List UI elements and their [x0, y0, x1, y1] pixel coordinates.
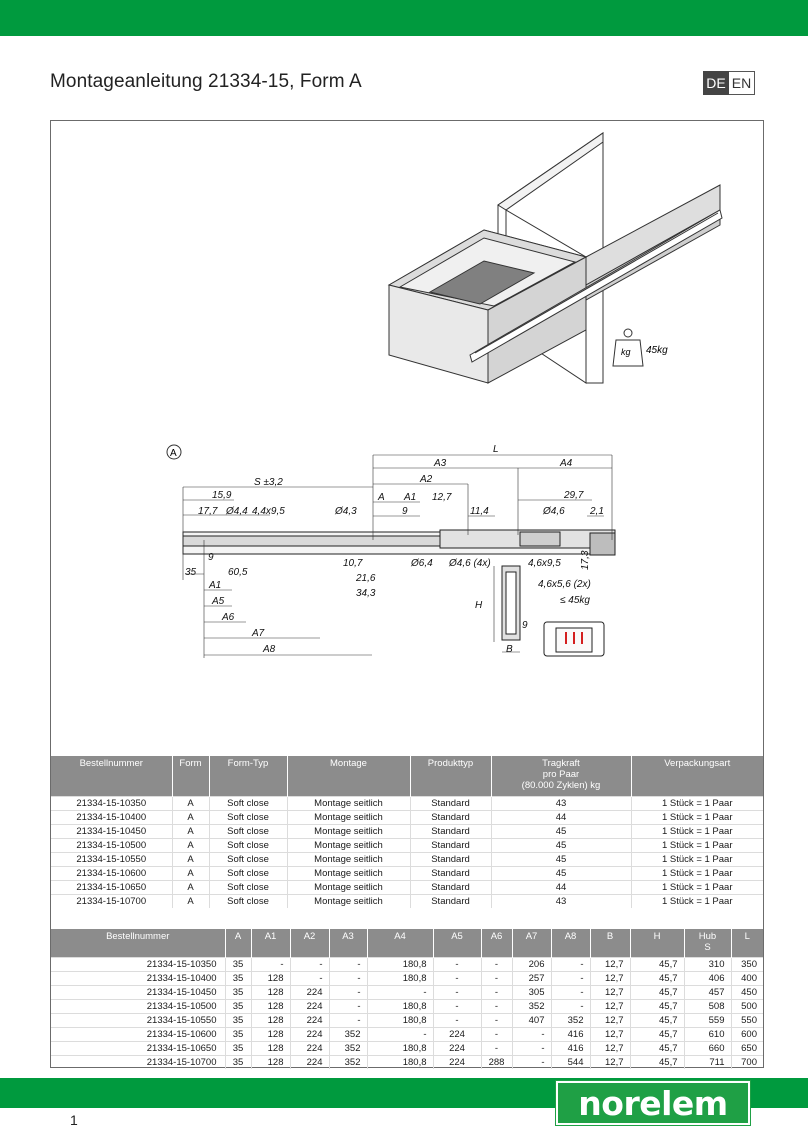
col-header: A: [225, 929, 251, 957]
dim-label: 10,7: [343, 558, 363, 569]
table-cell: 21334-15-10400: [51, 810, 172, 824]
table-cell: 1 Stück = 1 Paar: [631, 866, 763, 880]
table-cell: 45,7: [630, 999, 684, 1013]
table-cell: 180,8: [367, 1013, 433, 1027]
table-cell: Montage seitlich: [287, 866, 410, 880]
table-cell: Standard: [410, 838, 491, 852]
table-cell: 1 Stück = 1 Paar: [631, 880, 763, 894]
table-cell: 180,8: [367, 957, 433, 971]
table-cell: Soft close: [209, 894, 287, 908]
table-cell: 128: [251, 1027, 290, 1041]
table-cell: Standard: [410, 824, 491, 838]
table-cell: -: [551, 971, 590, 985]
dim-label: A3: [434, 458, 447, 469]
dim-label: B: [506, 644, 513, 655]
table-cell: Montage seitlich: [287, 810, 410, 824]
table-cell: 257: [512, 971, 551, 985]
table-cell: 21334-15-10450: [51, 824, 172, 838]
table-cell: -: [433, 971, 481, 985]
col-header: B: [590, 929, 630, 957]
table-cell: 12,7: [590, 1055, 630, 1069]
table-cell: -: [433, 1013, 481, 1027]
table-cell: A: [172, 824, 209, 838]
table-row: [51, 1027, 763, 1041]
col-header: A4: [367, 929, 433, 957]
dim-label: Ø4,6: [543, 506, 565, 517]
table-cell: Montage seitlich: [287, 796, 410, 810]
dim-label: Ø4,4: [226, 506, 248, 517]
dim-label: 29,7: [564, 490, 584, 501]
dim-label: Ø6,4: [411, 558, 433, 569]
table-cell: -: [433, 957, 481, 971]
table-row: [51, 852, 763, 866]
table-cell: 1 Stück = 1 Paar: [631, 894, 763, 908]
table-cell: 352: [329, 1055, 367, 1069]
table-cell: Standard: [410, 866, 491, 880]
table-cell: 45,7: [630, 1013, 684, 1027]
table-cell: -: [367, 1027, 433, 1041]
cabinet-illustration: [389, 133, 722, 383]
rail-cross-section: [502, 566, 520, 640]
table-cell: 35: [225, 971, 251, 985]
table-cell: 21334-15-10550: [51, 852, 172, 866]
col-header: A8: [551, 929, 590, 957]
col-header: A6: [481, 929, 512, 957]
table-cell: 12,7: [590, 985, 630, 999]
table-row: [51, 971, 763, 985]
table-cell: 21334-15-10450: [51, 985, 225, 999]
table-row: [51, 810, 763, 824]
table-cell: Soft close: [209, 810, 287, 824]
dim-label: 4,6x5,6 (2x): [538, 579, 591, 590]
table-cell: 21334-15-10600: [51, 866, 172, 880]
table-cell: -: [481, 1013, 512, 1027]
table-cell: 35: [225, 999, 251, 1013]
dim-label: 17,3: [580, 550, 591, 570]
table-row: [51, 1013, 763, 1027]
table-cell: 35: [225, 1027, 251, 1041]
table-cell: 128: [251, 999, 290, 1013]
table-cell: 35: [225, 1041, 251, 1055]
table-cell: 21334-15-10650: [51, 1041, 225, 1055]
table-cell: 224: [290, 985, 329, 999]
table-cell: 610: [684, 1027, 731, 1041]
table-cell: 1 Stück = 1 Paar: [631, 852, 763, 866]
dim-label: 2,1: [590, 506, 604, 517]
view-marker-label: A: [170, 448, 177, 459]
table-cell: 44: [491, 880, 631, 894]
load-capacity-label: 45kg: [646, 345, 668, 356]
dim-label: S ±3,2: [254, 477, 283, 488]
table-cell: 45,7: [630, 1055, 684, 1069]
dim-label: ≤ 45kg: [560, 595, 590, 606]
table-cell: 45,7: [630, 971, 684, 985]
dim-label: A5: [212, 596, 225, 607]
table-cell: 128: [251, 985, 290, 999]
col-header: Bestellnummer: [51, 929, 225, 957]
table-cell: 500: [731, 999, 763, 1013]
table-cell: 21334-15-10700: [51, 894, 172, 908]
table-cell: 45: [491, 852, 631, 866]
dim-label: 34,3: [356, 588, 376, 599]
lang-en-button[interactable]: EN: [729, 71, 755, 95]
table-row: [51, 999, 763, 1013]
table-cell: 544: [551, 1055, 590, 1069]
col-header: Form-Typ: [209, 756, 287, 796]
table-cell: -: [481, 1027, 512, 1041]
table-row: [51, 824, 763, 838]
table-cell: 128: [251, 971, 290, 985]
dim-label: 4,6x9,5: [528, 558, 561, 569]
table-cell: 45,7: [630, 985, 684, 999]
table-cell: -: [481, 957, 512, 971]
table-cell: 12,7: [590, 1013, 630, 1027]
table-header-row: [51, 756, 763, 796]
col-header: Hub S: [684, 929, 731, 957]
dim-label: 17,7: [198, 506, 218, 517]
table-cell: Soft close: [209, 838, 287, 852]
brand-name: norelem: [578, 1083, 728, 1123]
page-number: 1: [70, 1112, 78, 1128]
table-cell: -: [512, 1027, 551, 1041]
dim-label: 35: [185, 567, 197, 578]
dim-label: A6: [222, 612, 235, 623]
table-cell: 224: [290, 1041, 329, 1055]
table-cell: 352: [551, 1013, 590, 1027]
table-cell: A: [172, 880, 209, 894]
table-cell: Soft close: [209, 824, 287, 838]
table-row: [51, 796, 763, 810]
table-row: [51, 838, 763, 852]
table-cell: 35: [225, 985, 251, 999]
table-cell: 21334-15-10550: [51, 1013, 225, 1027]
dim-label: A4: [560, 458, 573, 469]
table-row: [51, 985, 763, 999]
table-cell: 224: [290, 1055, 329, 1069]
table-cell: 128: [251, 1055, 290, 1069]
table-cell: A: [172, 810, 209, 824]
table-cell: 1 Stück = 1 Paar: [631, 796, 763, 810]
table-cell: 12,7: [590, 999, 630, 1013]
table-cell: Soft close: [209, 866, 287, 880]
table-cell: 180,8: [367, 971, 433, 985]
table-cell: Soft close: [209, 852, 287, 866]
table-cell: Montage seitlich: [287, 894, 410, 908]
slide-rail: [183, 530, 615, 555]
table-cell: -: [433, 999, 481, 1013]
col-header: A5: [433, 929, 481, 957]
table-cell: Soft close: [209, 796, 287, 810]
table-cell: 600: [731, 1027, 763, 1041]
table-cell: -: [512, 1055, 551, 1069]
dim-label: L: [493, 444, 499, 455]
table-cell: -: [329, 971, 367, 985]
table-cell: 45: [491, 866, 631, 880]
table-cell: 180,8: [367, 1055, 433, 1069]
table-cell: -: [481, 985, 512, 999]
table-cell: -: [481, 999, 512, 1013]
table-cell: 1 Stück = 1 Paar: [631, 824, 763, 838]
dim-label: Ø4,3: [335, 506, 357, 517]
table-cell: Standard: [410, 880, 491, 894]
table-cell: 180,8: [367, 999, 433, 1013]
table-cell: 310: [684, 957, 731, 971]
soft-close-icon: [544, 622, 604, 656]
table-cell: Montage seitlich: [287, 880, 410, 894]
table-cell: Montage seitlich: [287, 852, 410, 866]
table-cell: 450: [731, 985, 763, 999]
table-cell: A: [172, 894, 209, 908]
table-cell: 180,8: [367, 1041, 433, 1055]
norelem-logo: [556, 1081, 750, 1125]
table-cell: 12,7: [590, 971, 630, 985]
col-header: Produkttyp: [410, 756, 491, 796]
table-cell: 35: [225, 957, 251, 971]
table-cell: 1 Stück = 1 Paar: [631, 838, 763, 852]
dimensions-table: [51, 929, 763, 1069]
table-cell: 45: [491, 824, 631, 838]
table-cell: 416: [551, 1041, 590, 1055]
col-header: A7: [512, 929, 551, 957]
table-cell: 21334-15-10500: [51, 838, 172, 852]
dim-label: 9: [208, 552, 214, 563]
col-header: L: [731, 929, 763, 957]
table-cell: Montage seitlich: [287, 838, 410, 852]
col-header: Form: [172, 756, 209, 796]
dim-label: 12,7: [432, 492, 452, 503]
dim-label: A2: [420, 474, 433, 485]
table-cell: 45: [491, 838, 631, 852]
table-cell: 12,7: [590, 1027, 630, 1041]
dim-label: A8: [263, 644, 276, 655]
col-header: H: [630, 929, 684, 957]
table-row: [51, 880, 763, 894]
table-cell: Standard: [410, 852, 491, 866]
table-cell: 352: [329, 1027, 367, 1041]
dim-label: 9: [522, 620, 528, 631]
table-cell: 12,7: [590, 1041, 630, 1055]
table-cell: 288: [481, 1055, 512, 1069]
table-cell: 508: [684, 999, 731, 1013]
table-cell: -: [481, 1041, 512, 1055]
table-cell: -: [329, 985, 367, 999]
order-table: [51, 756, 763, 908]
dim-label: 11,4: [470, 506, 489, 517]
table-cell: 224: [290, 1027, 329, 1041]
dim-label: 21,6: [356, 573, 376, 584]
table-cell: 206: [512, 957, 551, 971]
table-row: [51, 866, 763, 880]
table-cell: 45,7: [630, 1041, 684, 1055]
table-cell: -: [329, 999, 367, 1013]
lang-de-button[interactable]: DE: [703, 71, 729, 95]
table-cell: 45,7: [630, 957, 684, 971]
table-cell: 21334-15-10400: [51, 971, 225, 985]
table-cell: -: [290, 957, 329, 971]
table-cell: 35: [225, 1055, 251, 1069]
dim-label: A7: [252, 628, 265, 639]
table-cell: 224: [290, 1013, 329, 1027]
col-header: Montage: [287, 756, 410, 796]
page-title: Montageanleitung 21334-15, Form A: [50, 71, 362, 92]
table-cell: -: [329, 957, 367, 971]
col-header: Bestellnummer: [51, 756, 172, 796]
table-cell: 400: [731, 971, 763, 985]
table-cell: -: [367, 985, 433, 999]
table-cell: 305: [512, 985, 551, 999]
table-cell: A: [172, 796, 209, 810]
table-cell: 559: [684, 1013, 731, 1027]
dim-label: 9: [402, 506, 408, 517]
table-cell: 45,7: [630, 1027, 684, 1041]
table-cell: 128: [251, 1041, 290, 1055]
table-cell: -: [290, 971, 329, 985]
table-cell: 224: [433, 1041, 481, 1055]
table-cell: 21334-15-10500: [51, 999, 225, 1013]
table-cell: 660: [684, 1041, 731, 1055]
table-cell: Standard: [410, 810, 491, 824]
table-cell: 550: [731, 1013, 763, 1027]
table-cell: 224: [290, 999, 329, 1013]
table-cell: A: [172, 866, 209, 880]
table-cell: -: [551, 957, 590, 971]
col-header: A2: [290, 929, 329, 957]
table-cell: 44: [491, 810, 631, 824]
table-row: [51, 957, 763, 971]
table-cell: 35: [225, 1013, 251, 1027]
col-header: A3: [329, 929, 367, 957]
table-cell: 43: [491, 894, 631, 908]
table-cell: 352: [329, 1041, 367, 1055]
table-cell: A: [172, 852, 209, 866]
dim-label: A1: [209, 580, 222, 591]
table-cell: -: [251, 957, 290, 971]
table-header-row: [51, 929, 763, 957]
table-cell: -: [512, 1041, 551, 1055]
dim-label: Ø4,6 (4x): [449, 558, 491, 569]
dim-label: 15,9: [212, 490, 232, 501]
table-cell: -: [481, 971, 512, 985]
table-cell: 21334-15-10650: [51, 880, 172, 894]
col-header: A1: [251, 929, 290, 957]
weight-unit-label: kg: [621, 347, 631, 357]
table-cell: 21334-15-10350: [51, 957, 225, 971]
table-row: [51, 1055, 763, 1069]
table-cell: 224: [433, 1027, 481, 1041]
table-cell: 352: [512, 999, 551, 1013]
col-header: Verpackungsart: [631, 756, 763, 796]
table-cell: -: [551, 999, 590, 1013]
dim-label: A: [378, 492, 385, 503]
table-cell: 12,7: [590, 957, 630, 971]
table-cell: 224: [433, 1055, 481, 1069]
table-cell: 21334-15-10700: [51, 1055, 225, 1069]
table-cell: 407: [512, 1013, 551, 1027]
table-cell: -: [329, 1013, 367, 1027]
table-row: [51, 894, 763, 908]
table-cell: 21334-15-10600: [51, 1027, 225, 1041]
table-cell: A: [172, 838, 209, 852]
table-cell: 43: [491, 796, 631, 810]
col-header: Tragkraft pro Paar (80.000 Zyklen) kg: [491, 756, 631, 796]
table-cell: -: [433, 985, 481, 999]
table-cell: 700: [731, 1055, 763, 1069]
table-cell: 1 Stück = 1 Paar: [631, 810, 763, 824]
dim-label: 4,4x9,5: [252, 506, 285, 517]
table-row: [51, 1041, 763, 1055]
table-cell: Soft close: [209, 880, 287, 894]
table-cell: Standard: [410, 796, 491, 810]
table-cell: Standard: [410, 894, 491, 908]
dim-label: 60,5: [228, 567, 248, 578]
table-cell: 650: [731, 1041, 763, 1055]
table-cell: 128: [251, 1013, 290, 1027]
table-cell: 711: [684, 1055, 731, 1069]
table-cell: 406: [684, 971, 731, 985]
dim-label: H: [475, 600, 483, 611]
table-cell: 416: [551, 1027, 590, 1041]
table-cell: 350: [731, 957, 763, 971]
table-cell: -: [551, 985, 590, 999]
dim-label: A1: [404, 492, 417, 503]
table-cell: 21334-15-10350: [51, 796, 172, 810]
table-cell: 457: [684, 985, 731, 999]
table-cell: Montage seitlich: [287, 824, 410, 838]
